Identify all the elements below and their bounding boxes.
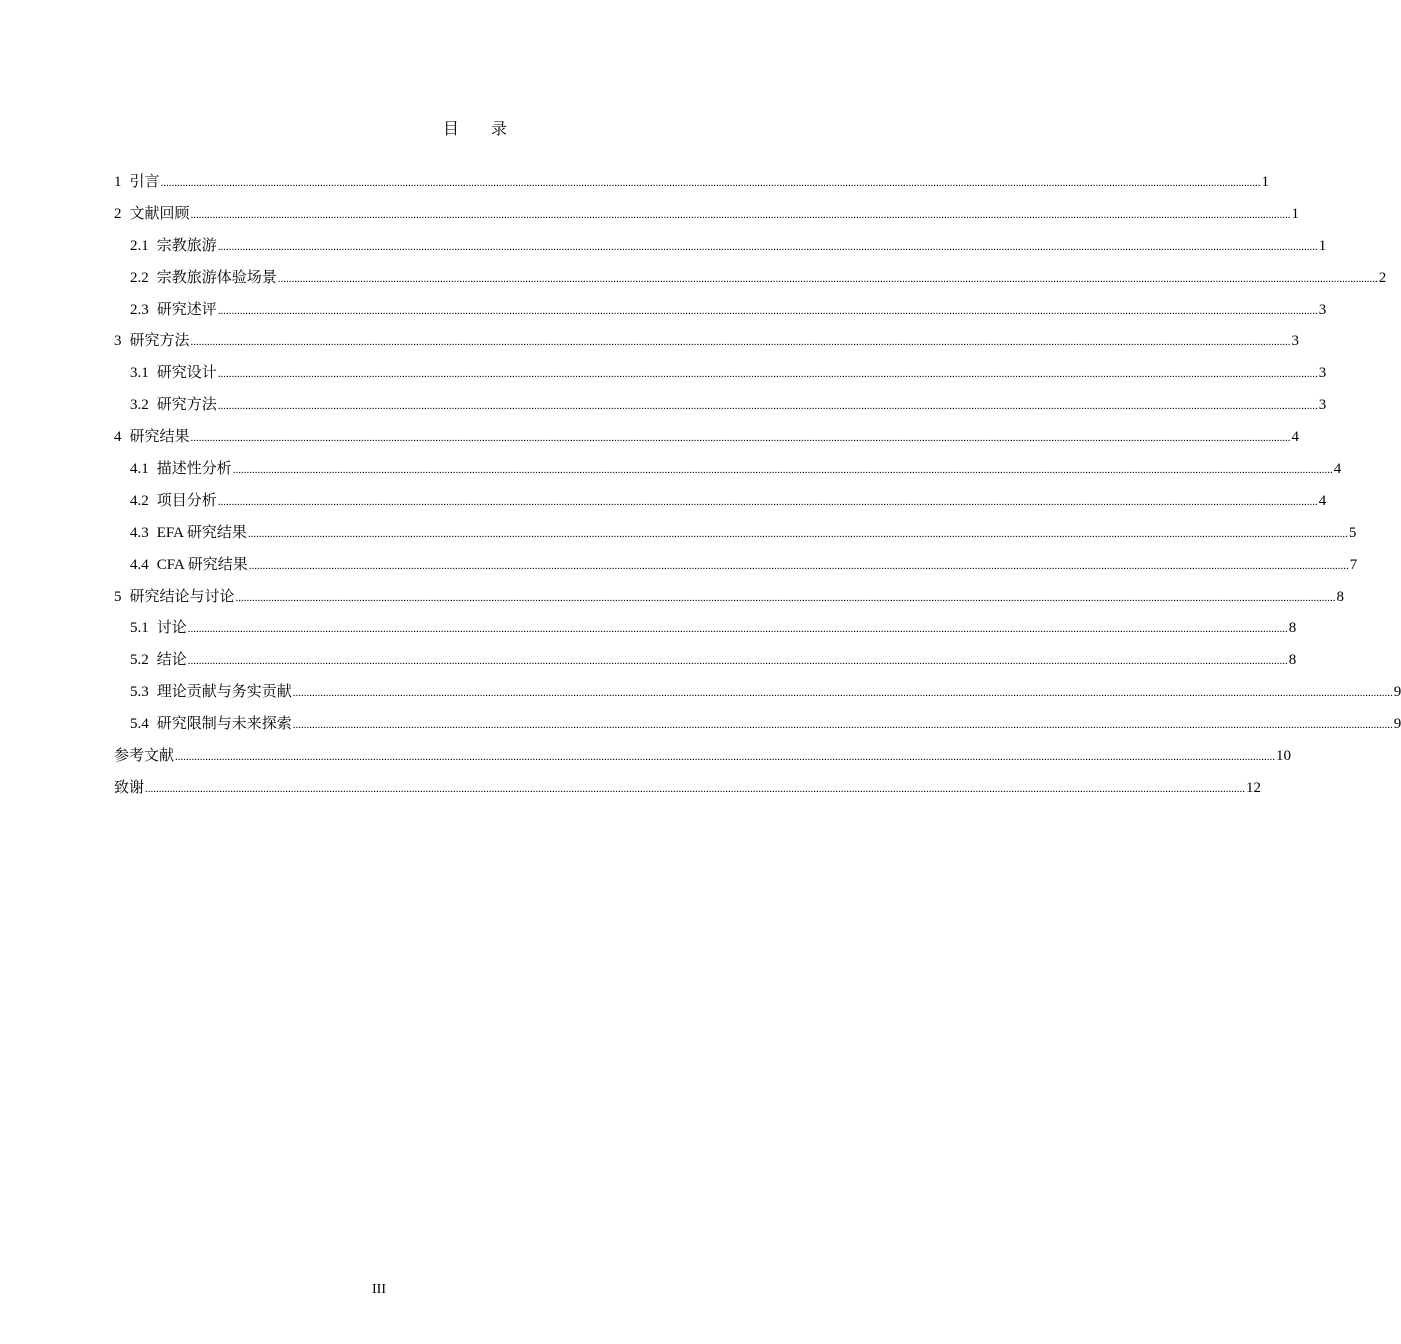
toc-entry-page: 8	[1336, 588, 1345, 605]
toc-dot-leader: ................................................................................................................................................................................................................................................................................................................................................................................................................	[292, 719, 1393, 732]
toc-dot-leader: ................................................................................................................................................................................................................................................................................................................................................................................................................	[232, 464, 1333, 477]
toc-dot-leader: ................................................................................................................................................................................................................................................................................................................................................................................................................	[187, 655, 1288, 668]
toc-entry-page: 7	[1349, 556, 1358, 573]
toc-entry-label: 研究结果	[129, 429, 190, 446]
toc-entry-label: 研究述评	[156, 301, 217, 318]
toc-entry[interactable]	[114, 712, 1401, 744]
toc-dot-leader: ................................................................................................................................................................................................................................................................................................................................................................................................................	[217, 400, 1318, 413]
toc-entry-label: 描述性分析	[156, 461, 232, 478]
toc-dot-leader: ................................................................................................................................................................................................................................................................................................................................................................................................................	[217, 304, 1318, 317]
toc-entry-page: 2	[1378, 269, 1387, 286]
toc-title	[0, 118, 950, 140]
toc-entry[interactable]	[114, 298, 1327, 330]
toc-entry[interactable]	[114, 489, 1327, 521]
toc-entry[interactable]	[114, 266, 1387, 298]
toc-entry-page: 9	[1393, 716, 1401, 733]
toc-entry-label: CFA 研究结果	[156, 556, 248, 573]
toc-entry-page: 12	[1246, 779, 1262, 796]
toc-entry-label: 引言	[129, 174, 160, 190]
toc-entry-page: 1	[1291, 205, 1300, 222]
toc-entry-number: 4.4	[130, 556, 149, 573]
toc-entry-page: 4	[1291, 429, 1300, 446]
toc-entry-number: 1	[114, 174, 122, 190]
toc-entry-label: 研究结论与讨论	[129, 588, 235, 605]
toc-entry-page: 3	[1291, 333, 1300, 350]
toc-entry-label: 宗教旅游	[156, 237, 217, 254]
toc-dot-leader: ................................................................................................................................................................................................................................................................................................................................................................................................................	[160, 177, 1261, 189]
toc-entry-number: 4.3	[130, 524, 149, 541]
toc-entry[interactable]	[114, 680, 1401, 712]
toc-entry[interactable]	[114, 425, 1300, 457]
toc-entry-label: 致谢	[114, 779, 145, 796]
toc-entry[interactable]	[114, 170, 1270, 202]
toc-dot-leader: ................................................................................................................................................................................................................................................................................................................................................................................................................	[190, 208, 1291, 221]
toc-dot-leader: ................................................................................................................................................................................................................................................................................................................................................................................................................	[145, 782, 1246, 795]
toc-entry-page: 9	[1393, 684, 1401, 701]
toc-entry-number: 4.1	[130, 461, 149, 478]
toc-entry-page: 3	[1318, 397, 1327, 414]
toc-dot-leader: ................................................................................................................................................................................................................................................................................................................................................................................................................	[175, 751, 1276, 764]
toc-entry[interactable]	[114, 457, 1342, 489]
toc-entry-label: 项目分析	[156, 492, 217, 509]
toc-title-char-1: 目	[442, 119, 459, 138]
toc-dot-leader: ................................................................................................................................................................................................................................................................................................................................................................................................................	[190, 336, 1291, 349]
toc-entry[interactable]	[114, 585, 1345, 617]
toc-entry-page: 8	[1288, 652, 1297, 669]
toc-entry-number: 3.1	[130, 365, 149, 382]
toc-entry-label: 研究方法	[156, 397, 217, 414]
toc-entry-page: 1	[1318, 237, 1327, 254]
toc-entry-number: 3.2	[130, 397, 149, 414]
toc-entry[interactable]	[114, 234, 1327, 266]
toc-dot-leader: ................................................................................................................................................................................................................................................................................................................................................................................................................	[247, 527, 1348, 540]
toc-entry-label: 讨论	[156, 620, 187, 637]
toc-entry-number: 5.3	[130, 684, 149, 701]
toc-entry-label: 研究设计	[156, 365, 217, 382]
toc-dot-leader: ................................................................................................................................................................................................................................................................................................................................................................................................................	[190, 432, 1291, 445]
toc-entry-label: 研究限制与未来探索	[156, 716, 292, 733]
toc-dot-leader: ................................................................................................................................................................................................................................................................................................................................................................................................................	[235, 591, 1336, 604]
toc-entry-number: 2.2	[130, 269, 149, 286]
toc-entry-number: 2	[114, 205, 122, 222]
toc-dot-leader: ................................................................................................................................................................................................................................................................................................................................................................................................................	[217, 368, 1318, 381]
toc-entry-page: 8	[1288, 620, 1297, 637]
toc-entry[interactable]	[114, 393, 1327, 425]
toc-entry-page: 10	[1276, 748, 1292, 765]
toc-entry-page: 5	[1348, 524, 1357, 541]
toc-entry-number: 5.2	[130, 652, 149, 669]
toc-entry-number: 3	[114, 333, 122, 350]
toc-dot-leader: ................................................................................................................................................................................................................................................................................................................................................................................................................	[292, 687, 1393, 700]
toc-entry[interactable]	[114, 202, 1300, 234]
table-of-contents	[114, 170, 1401, 808]
toc-entry[interactable]	[114, 521, 1357, 553]
toc-dot-leader: ................................................................................................................................................................................................................................................................................................................................................................................................................	[217, 240, 1318, 253]
toc-entry-label: EFA 研究结果	[156, 524, 247, 541]
toc-entry-page: 4	[1333, 461, 1342, 478]
toc-entry-page: 4	[1318, 492, 1327, 509]
toc-entry-number: 5.4	[130, 716, 149, 733]
toc-entry-label: 宗教旅游体验场景	[156, 269, 277, 286]
toc-entry-number: 5	[114, 588, 122, 605]
toc-entry-page: 3	[1318, 301, 1327, 318]
toc-dot-leader: ................................................................................................................................................................................................................................................................................................................................................................................................................	[187, 623, 1288, 636]
toc-entry-label: 结论	[156, 652, 187, 669]
toc-entry-number: 4	[114, 429, 122, 446]
toc-entry[interactable]	[114, 744, 1292, 776]
toc-entry-number: 2.1	[130, 237, 149, 254]
toc-entry-page: 3	[1318, 365, 1327, 382]
toc-entry-number: 5.1	[130, 620, 149, 637]
toc-entry-number: 2.3	[130, 301, 149, 318]
toc-entry-number: 4.2	[130, 492, 149, 509]
toc-entry[interactable]	[114, 776, 1262, 808]
toc-entry[interactable]	[114, 616, 1297, 648]
toc-dot-leader: ................................................................................................................................................................................................................................................................................................................................................................................................................	[277, 272, 1378, 285]
toc-entry-label: 研究方法	[129, 333, 190, 350]
page-number: III	[372, 1282, 386, 1297]
toc-entry[interactable]	[114, 361, 1327, 393]
toc-entry-label: 参考文献	[114, 748, 175, 765]
toc-title-char-2: 录	[491, 119, 508, 138]
toc-dot-leader: ................................................................................................................................................................................................................................................................................................................................................................................................................	[217, 495, 1318, 508]
toc-entry[interactable]	[114, 329, 1300, 361]
toc-entry[interactable]	[114, 648, 1297, 680]
toc-entry[interactable]	[114, 553, 1358, 585]
toc-entry-label: 文献回顾	[129, 205, 190, 222]
toc-entry-page: 1	[1261, 174, 1270, 190]
toc-entry-label: 理论贡献与务实贡献	[156, 684, 292, 701]
toc-dot-leader: ................................................................................................................................................................................................................................................................................................................................................................................................................	[248, 559, 1349, 572]
